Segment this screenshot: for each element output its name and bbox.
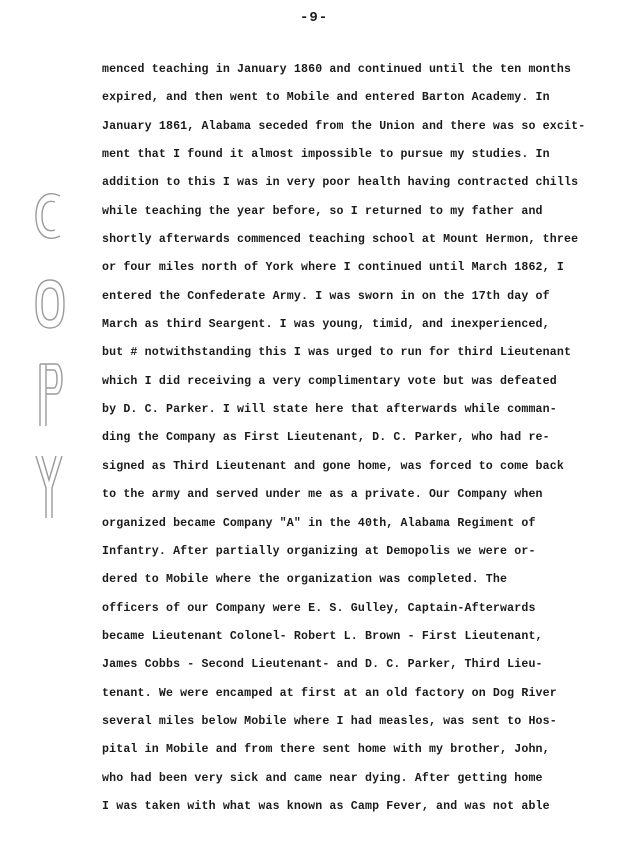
text-line: Infantry. After partially organizing at Demopolis we were or- bbox=[102, 544, 536, 558]
text-line: March as third Seargent. I was young, timid, and inexperienced, bbox=[102, 318, 550, 332]
text-line: which I did receiving a very complimentary vote but was defeated bbox=[102, 374, 557, 388]
text-line: addition to this I was in very poor health having contracted chills bbox=[102, 176, 579, 190]
text-line: signed as Third Lieutenant and gone home, was forced to come back bbox=[102, 459, 564, 473]
body-text bbox=[102, 56, 602, 821]
text-line: January 1861, Alabama seceded from the Union and there was so excit- bbox=[102, 119, 586, 133]
text-line: by D. C. Parker. I will state here that afterwards while comman- bbox=[102, 403, 557, 417]
page-number: -9- bbox=[300, 10, 329, 26]
text-line: James Cobbs - Second Lieutenant- and D. C. Parker, Third Lieu- bbox=[102, 658, 543, 672]
text-line: expired, and then went to Mobile and entered Barton Academy. In bbox=[102, 91, 550, 105]
text-line: shortly afterwards commenced teaching school at Mount Hermon, three bbox=[102, 233, 579, 247]
text-line: ment that I found it almost impossible to pursue my studies. In bbox=[102, 148, 550, 162]
text-line: menced teaching in January 1860 and continued until the ten months bbox=[102, 63, 572, 76]
text-line: but # notwithstanding this I was urged to run for third Lieutenant bbox=[102, 346, 572, 360]
text-line: became Lieutenant Colonel- Robert L. Brown - First Lieutenant, bbox=[102, 629, 543, 643]
copy-stamp-icon bbox=[30, 188, 70, 528]
text-line: I was taken with what was known as Camp Fever, and was not able bbox=[102, 799, 550, 813]
text-line: pital in Mobile and from there sent home with my brother, John, bbox=[102, 743, 550, 757]
text-line: tenant. We were encamped at first at an old factory on Dog River bbox=[102, 686, 557, 700]
text-line: who had been very sick and came near dying. After getting home bbox=[102, 771, 543, 785]
text-line: or four miles north of York where I continued until March 1862, I bbox=[102, 261, 564, 275]
text-line: dered to Mobile where the organization was completed. The bbox=[102, 573, 508, 587]
text-line: entered the Confederate Army. I was sworn in on the 17th day of bbox=[102, 289, 550, 303]
text-line: organized became Company "A" in the 40th, Alabama Regiment of bbox=[102, 516, 536, 530]
text-line: while teaching the year before, so I returned to my father and bbox=[102, 204, 543, 218]
text-line: ding the Company as First Lieutenant, D. C. Parker, who had re- bbox=[102, 431, 550, 445]
text-line: several miles below Mobile where I had measles, was sent to Hos- bbox=[102, 714, 557, 728]
text-line: officers of our Company were E. S. Gulley, Captain-Afterwards bbox=[102, 601, 536, 615]
text-line: to the army and served under me as a private. Our Company when bbox=[102, 488, 543, 502]
